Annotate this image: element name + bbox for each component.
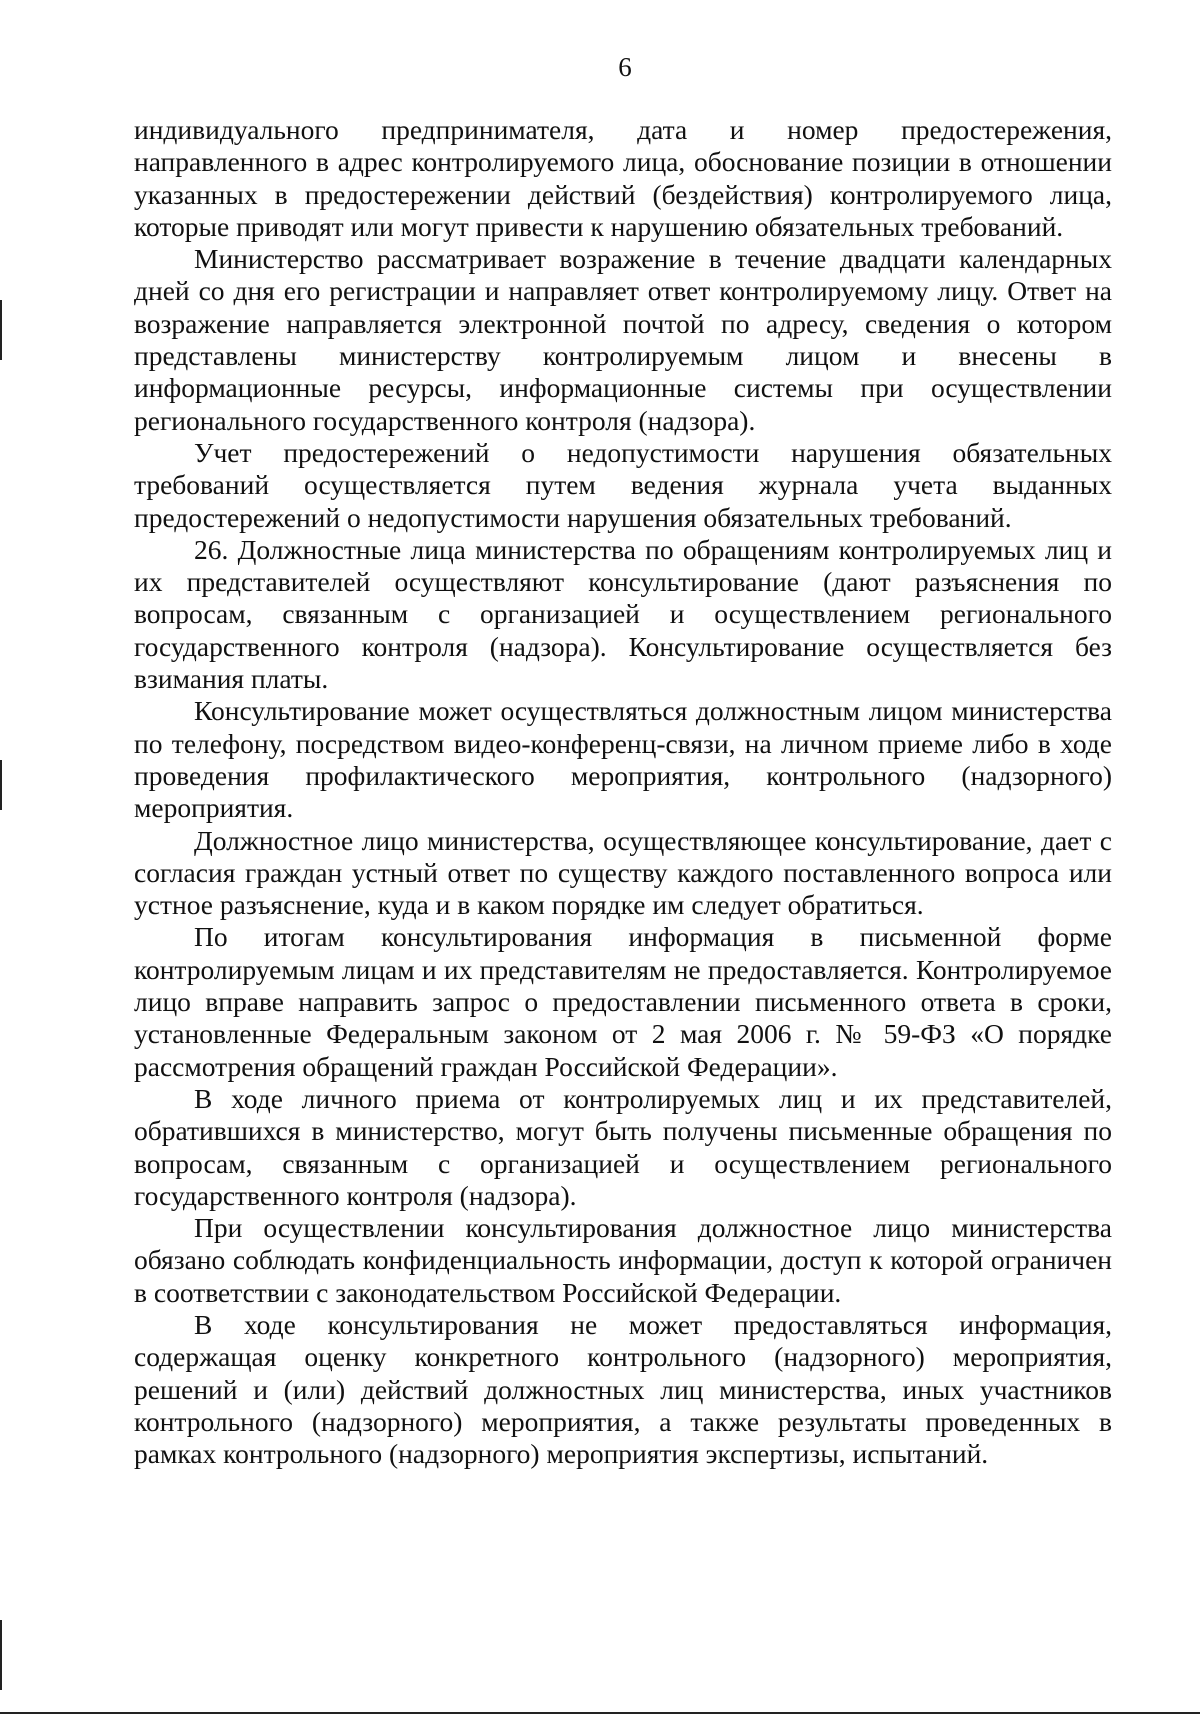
paragraph-continuation: индивидуального предпринимателя, дата и номер предостережения, направленного в адрес контролируемого лица, обоснование позиции в отношении указанных в предостережении действий (бездействия) контролируемого лица, которые приводят или могут привести к нарушению обязательных требований.: [134, 114, 1112, 242]
paragraph-restrictions: В ходе консультирования не может предоставляться информация, содержащая оценку конкретного контрольного (надзорного) мероприятия, решений и (или) действий должностных лиц министерства, иных участников контрольного (надзорного) мероприятия, а также результаты проведенных в рамках контрольного (надзорного) мероприятия экспертизы, испытаний.: [134, 1308, 1112, 1470]
scan-bottom-edge: [0, 1712, 1200, 1714]
page-number: 6: [618, 52, 632, 82]
paragraph-confidentiality: При осуществлении консультирования должностное лицо министерства обязано соблюдать конфиденциальность информации, доступ к которой ограничен в соответствии с законодательством Российской Федерации.: [134, 1212, 1112, 1308]
scan-edge-mark: [0, 300, 2, 360]
paragraph-warnings-registry: Учет предостережений о недопустимости нарушения обязательных требований осуществляется путем ведения журнала учета выданных предостережений о недопустимости нарушения обязательных требований.: [134, 436, 1112, 533]
document-body: [134, 114, 1112, 1470]
scan-edge-mark: [0, 1620, 2, 1690]
paragraph-personal-reception: В ходе личного приема от контролируемых лиц и их представителей, обратившихся в министерство, могут быть получены письменные обращения по вопросам, связанным с организацией и осуществлением регионального государственного контроля (надзора).: [134, 1082, 1112, 1211]
paragraph-written-form: По итогам консультирования информация в письменной форме контролируемым лицам и их представителям не предоставляется. Контролируемое лицо вправе направить запрос о предоставлении письменного ответа в сроки, установленные Федеральным законом от 2 мая 2006 г. № 59-ФЗ «О порядке рассмотрения обращений граждан Российской Федерации».: [134, 921, 1112, 1082]
paragraph-consultation-channels: Консультирование может осуществляться должностным лицом министерства по телефону, посредством видео-конференц-связи, на личном приеме либо в ходе проведения профилактического мероприятия, контрольного (надзорного) мероприятия.: [134, 695, 1112, 824]
paragraph-objection-review: Министерство рассматривает возражение в течение двадцати календарных дней со дня его регистрации и направляет ответ контролируемому лицу. Ответ на возражение направляется электронной почтой по адресу, сведения о котором представлены министерству контролируемым лицом и внесены в информационные ресурсы, информационные системы при осуществлении регионального государственного контроля (надзора).: [134, 243, 1112, 436]
paragraph-item-26: 26. Должностные лица министерства по обращениям контролируемых лиц и их представителей осуществляют консультирование (дают разъяснения по вопросам, связанным с организацией и осуществлением регионального государственного контроля (надзора). Консультирование осуществляется без взимания платы.: [134, 533, 1112, 695]
paragraph-oral-answer: Должностное лицо министерства, осуществляющее консультирование, дает с согласия граждан устный ответ по существу каждого поставленного вопроса или устное разъяснение, куда и в каком порядке им следует обратиться.: [134, 824, 1112, 921]
scan-edge-mark: [0, 760, 2, 810]
